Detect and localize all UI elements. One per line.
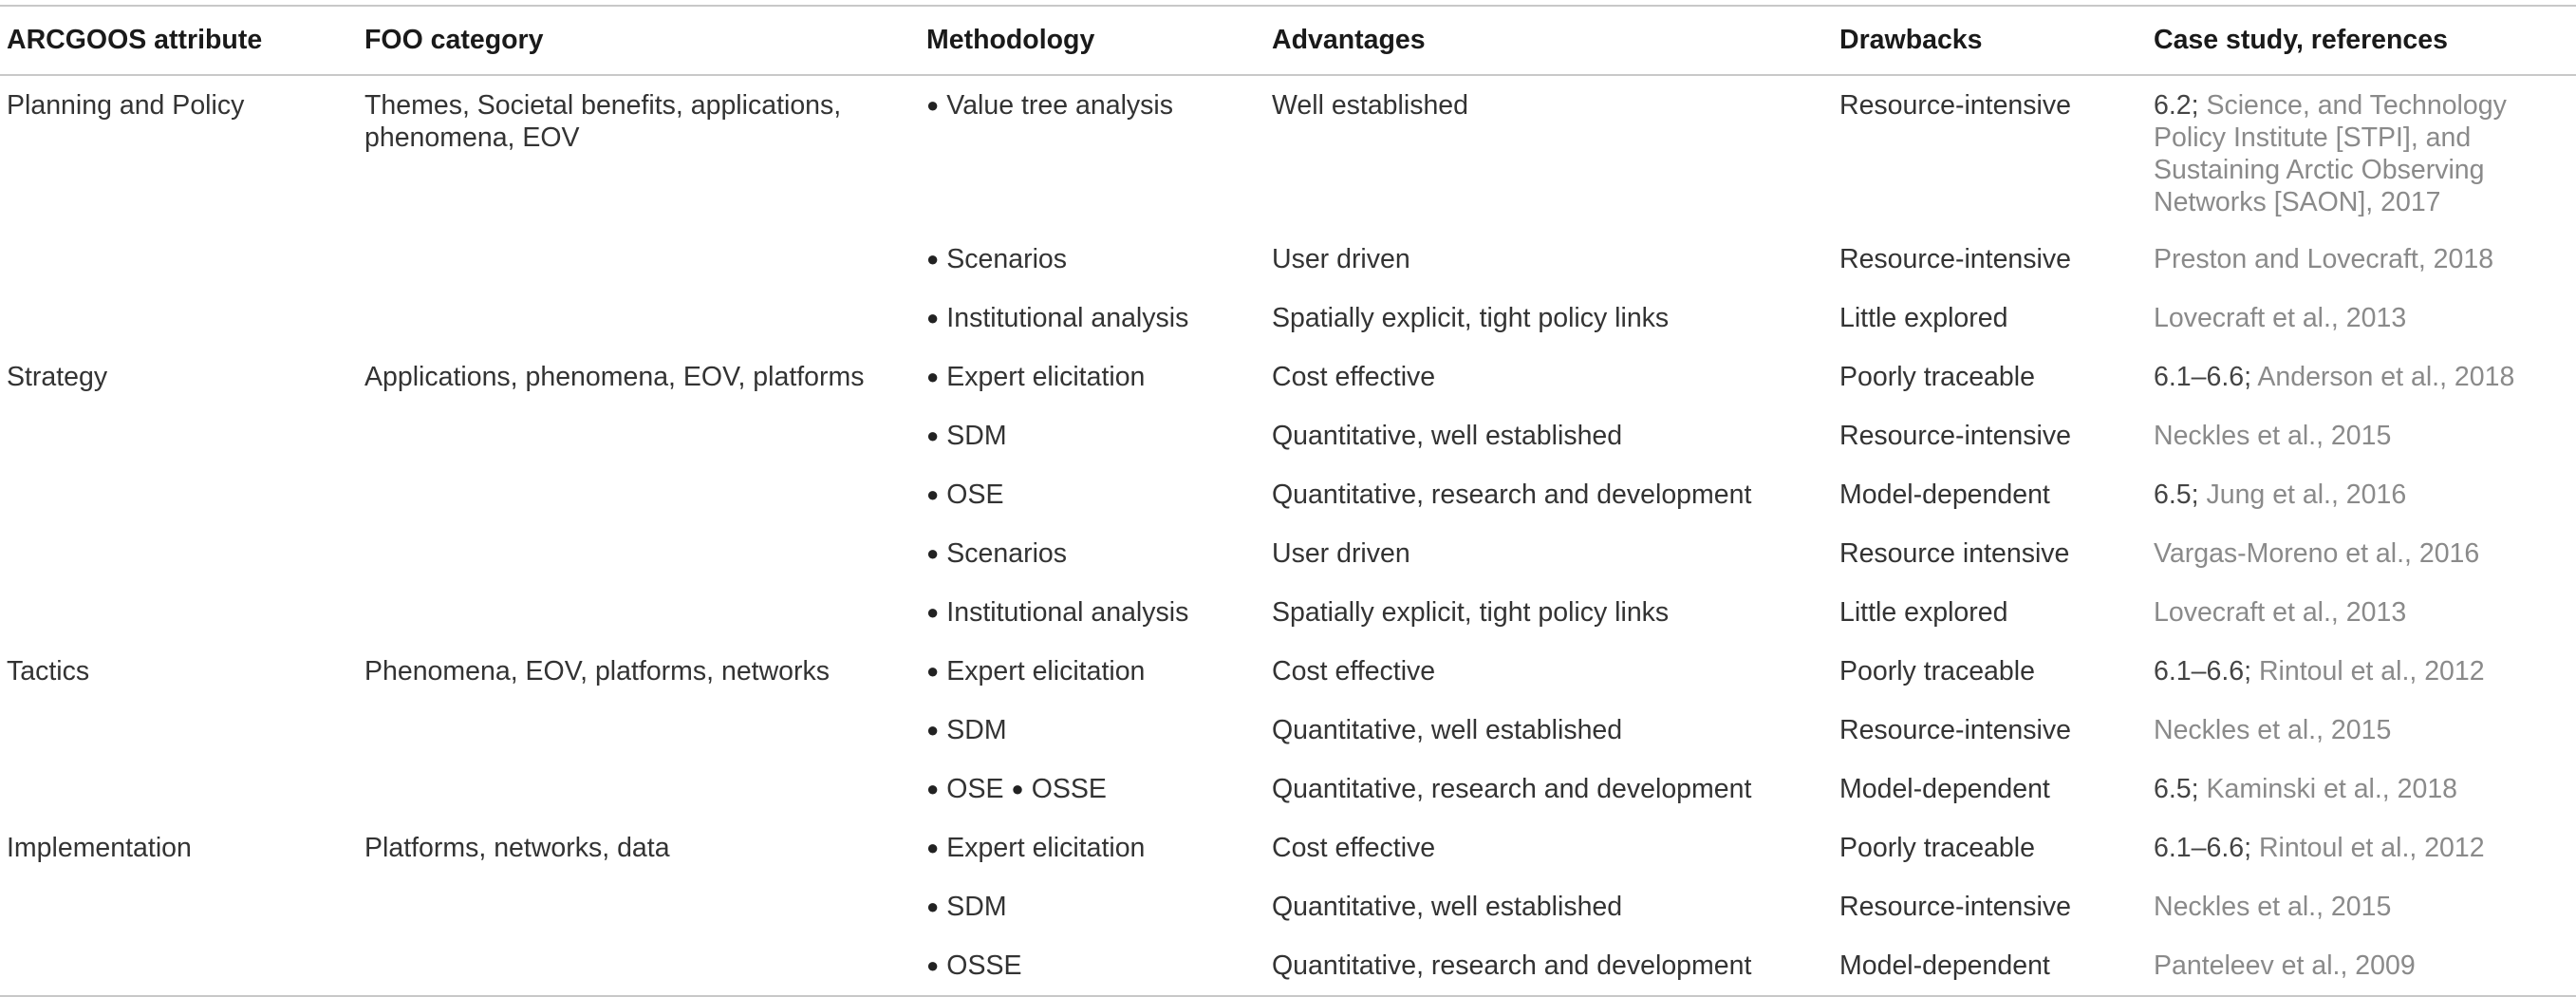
table-body — [0, 75, 2576, 996]
citation-link[interactable]: Anderson et al., 2018 — [2257, 362, 2515, 392]
cell-attribute — [0, 936, 358, 996]
cell-advantages: Cost effective — [1272, 362, 1436, 392]
cell-advantages: Quantitative, research and development — [1272, 774, 1752, 804]
methodology-item: Institutional analysis — [946, 303, 1189, 333]
cell-advantages: Spatially explicit, tight policy links — [1272, 303, 1670, 333]
bullet-icon: ● — [926, 894, 940, 918]
cell-attribute — [0, 230, 358, 289]
cell-advantages: Spatially explicit, tight policy links — [1272, 597, 1670, 628]
cell-methodology — [920, 877, 1265, 936]
bullet-icon: ● — [926, 482, 940, 506]
cell-advantages: User driven — [1272, 538, 1410, 569]
header-attribute: ARCGOOS attribute — [0, 6, 358, 75]
bullet-icon: ● — [926, 836, 940, 859]
methodology-item: SDM — [946, 715, 1007, 745]
cell-reference — [2147, 583, 2576, 642]
cell-drawbacks: Model-dependent — [1839, 774, 2050, 804]
cell-attribute: Implementation — [7, 833, 192, 863]
header-methodology: Methodology — [920, 6, 1265, 75]
cell-advantages: Quantitative, well established — [1272, 421, 1623, 451]
methodology-item: Scenarios — [946, 244, 1068, 274]
methodology-item: SDM — [946, 421, 1007, 451]
section-ref: 6.2 — [2154, 90, 2192, 121]
table-row — [0, 289, 2576, 348]
citation-link[interactable]: Preston and Lovecraft, 2018 — [2154, 244, 2494, 274]
citation-link[interactable]: Lovecraft et al., 2013 — [2154, 303, 2407, 333]
bullet-icon: ● — [926, 365, 940, 388]
cell-methodology — [920, 465, 1265, 524]
table-row — [0, 818, 2576, 877]
cell-attribute — [0, 289, 358, 348]
cell-reference: 6.1–6.6; Rintoul et al., 2012 — [2154, 833, 2485, 863]
cell-category — [358, 230, 920, 289]
cell-reference — [2147, 936, 2576, 996]
section-ref: 6.1–6.6 — [2154, 362, 2245, 392]
header-advantages: Advantages — [1265, 6, 1833, 75]
cell-drawbacks: Resource-intensive — [1839, 421, 2071, 451]
cell-drawbacks: Resource-intensive — [1839, 244, 2071, 274]
cell-methodology — [920, 583, 1265, 642]
cell-drawbacks: Model-dependent — [1833, 936, 2147, 996]
cell-methodology — [920, 701, 1265, 760]
table-header — [0, 6, 2576, 75]
cell-drawbacks: Model-dependent — [1839, 480, 2050, 510]
table-row — [0, 524, 2576, 583]
cell-methodology — [920, 760, 1265, 818]
cell-methodology — [920, 348, 1265, 406]
cell-reference — [2147, 524, 2576, 583]
cell-drawbacks: Resource-intensive — [1839, 90, 2071, 121]
methodology-item: OSE — [946, 480, 1004, 510]
citation-link[interactable]: Science, and Technology Policy Institute [STPI], and Sustaining Arctic Observing Networks [SAON], 2017 — [2154, 90, 2507, 217]
cell-reference — [2147, 289, 2576, 348]
methodology-item: OSSE — [946, 950, 1022, 981]
cell-drawbacks: Poorly traceable — [1839, 362, 2035, 392]
cell-methodology — [920, 289, 1265, 348]
table-row — [0, 465, 2576, 524]
cell-drawbacks: Resource intensive — [1839, 538, 2070, 569]
cell-attribute — [0, 465, 358, 524]
citation-link[interactable]: Neckles et al., 2015 — [2154, 892, 2392, 922]
cell-attribute: Strategy — [7, 362, 108, 392]
header-category: FOO category — [358, 6, 920, 75]
cell-category — [358, 524, 920, 583]
bullet-icon: ● — [926, 659, 940, 683]
cell-advantages: Quantitative, research and development — [1272, 480, 1752, 510]
methodology-item: OSE — [946, 774, 1004, 804]
section-ref: 6.5 — [2154, 774, 2192, 804]
table-row — [0, 75, 2576, 230]
cell-reference: 6.5; Jung et al., 2016 — [2154, 480, 2407, 510]
cell-category — [358, 583, 920, 642]
cell-methodology — [920, 406, 1265, 465]
bullet-icon: ● — [926, 423, 940, 447]
bullet-icon: ● — [926, 247, 940, 271]
cell-advantages: Quantitative, research and development — [1265, 936, 1833, 996]
citation-link[interactable]: Jung et al., 2016 — [2206, 480, 2407, 510]
cell-attribute — [0, 524, 358, 583]
table-row — [0, 230, 2576, 289]
cell-category: Platforms, networks, data — [364, 833, 670, 863]
cell-methodology — [920, 642, 1265, 701]
citation-link[interactable]: Rintoul et al., 2012 — [2258, 833, 2485, 863]
cell-category — [358, 289, 920, 348]
cell-advantages: Cost effective — [1272, 656, 1436, 687]
methodology-item: Expert elicitation — [946, 656, 1146, 687]
cell-category: Themes, Societal benefits, applications, phenomena, EOV — [364, 90, 842, 153]
cell-drawbacks: Poorly traceable — [1839, 656, 2035, 687]
table-row — [0, 877, 2576, 936]
cell-category — [358, 406, 920, 465]
cell-reference — [2147, 701, 2576, 760]
cell-reference — [2147, 230, 2576, 289]
table-row — [0, 760, 2576, 818]
section-ref: 6.1–6.6 — [2154, 833, 2245, 863]
section-ref: 6.1–6.6 — [2154, 656, 2245, 687]
header-row — [0, 6, 2576, 75]
cell-attribute: Planning and Policy — [7, 90, 245, 121]
table-row — [0, 642, 2576, 701]
cell-attribute — [0, 701, 358, 760]
cell-category — [358, 465, 920, 524]
cell-advantages: Well established — [1272, 90, 1469, 121]
bullet-icon: ● — [1011, 777, 1024, 800]
table-row — [0, 936, 2576, 996]
table-row — [0, 406, 2576, 465]
cell-advantages: Quantitative, well established — [1272, 715, 1623, 745]
cell-drawbacks: Poorly traceable — [1839, 833, 2035, 863]
cell-methodology — [920, 936, 1265, 996]
citation-link[interactable]: Neckles et al., 2015 — [2154, 715, 2392, 745]
cell-methodology — [920, 230, 1265, 289]
citation-link[interactable]: Neckles et al., 2015 — [2154, 421, 2392, 451]
citation-link[interactable]: Kaminski et al., 2018 — [2206, 774, 2458, 804]
section-ref: 6.5 — [2154, 480, 2192, 510]
bullet-icon: ● — [926, 953, 940, 977]
cell-attribute — [0, 583, 358, 642]
cell-drawbacks: Resource-intensive — [1839, 892, 2071, 922]
cell-attribute — [0, 877, 358, 936]
table-row — [0, 583, 2576, 642]
cell-drawbacks: Little explored — [1839, 303, 2008, 333]
cell-attribute — [0, 760, 358, 818]
cell-reference — [2147, 406, 2576, 465]
cell-category: Phenomena, EOV, platforms, networks — [364, 656, 831, 687]
cell-attribute: Tactics — [7, 656, 90, 687]
methodology-item: Value tree analysis — [946, 90, 1173, 121]
citation-link[interactable]: Rintoul et al., 2012 — [2258, 656, 2485, 687]
citation-link[interactable]: Lovecraft et al., 2013 — [2154, 597, 2407, 628]
cell-methodology — [920, 524, 1265, 583]
bullet-icon: ● — [926, 718, 940, 742]
cell-reference: 6.5; Kaminski et al., 2018 — [2154, 774, 2458, 804]
table-row — [0, 348, 2576, 406]
table-row — [0, 701, 2576, 760]
cell-reference: 6.1–6.6; Anderson et al., 2018 — [2154, 362, 2515, 392]
cell-methodology — [920, 75, 1265, 230]
cell-category — [358, 701, 920, 760]
methodology-item: OSSE — [1031, 774, 1107, 804]
cell-reference: 6.2; Science, and Technology Policy Institute [STPI], and Sustaining Arctic Observing Networks [SAON], 2017 — [2154, 90, 2507, 217]
methods-table — [0, 5, 2576, 997]
methodology-item: SDM — [946, 892, 1007, 922]
citation-link[interactable]: Panteleev et al., 2009 — [2154, 950, 2416, 981]
cell-category — [358, 936, 920, 996]
cell-drawbacks: Resource-intensive — [1839, 715, 2071, 745]
cell-advantages: User driven — [1272, 244, 1410, 274]
cell-advantages: Quantitative, well established — [1272, 892, 1623, 922]
bullet-icon: ● — [926, 541, 940, 565]
header-references: Case study, references — [2147, 6, 2576, 75]
bullet-icon: ● — [926, 93, 940, 117]
methodology-item: Expert elicitation — [946, 833, 1146, 863]
cell-category — [358, 877, 920, 936]
cell-drawbacks: Little explored — [1839, 597, 2008, 628]
citation-link[interactable]: Vargas-Moreno et al., 2016 — [2154, 538, 2480, 569]
bullet-icon: ● — [926, 777, 940, 800]
bullet-icon: ● — [926, 306, 940, 329]
cell-category: Applications, phenomena, EOV, platforms — [364, 362, 865, 392]
cell-attribute — [0, 406, 358, 465]
methodology-item: Institutional analysis — [946, 597, 1189, 628]
methodology-item: Scenarios — [946, 538, 1068, 569]
cell-category — [358, 760, 920, 818]
cell-advantages: Cost effective — [1272, 833, 1436, 863]
cell-reference — [2147, 877, 2576, 936]
cell-methodology — [920, 818, 1265, 877]
header-drawbacks: Drawbacks — [1833, 6, 2147, 75]
bullet-icon: ● — [926, 600, 940, 624]
methodology-item: Expert elicitation — [946, 362, 1146, 392]
cell-reference: 6.1–6.6; Rintoul et al., 2012 — [2154, 656, 2485, 687]
